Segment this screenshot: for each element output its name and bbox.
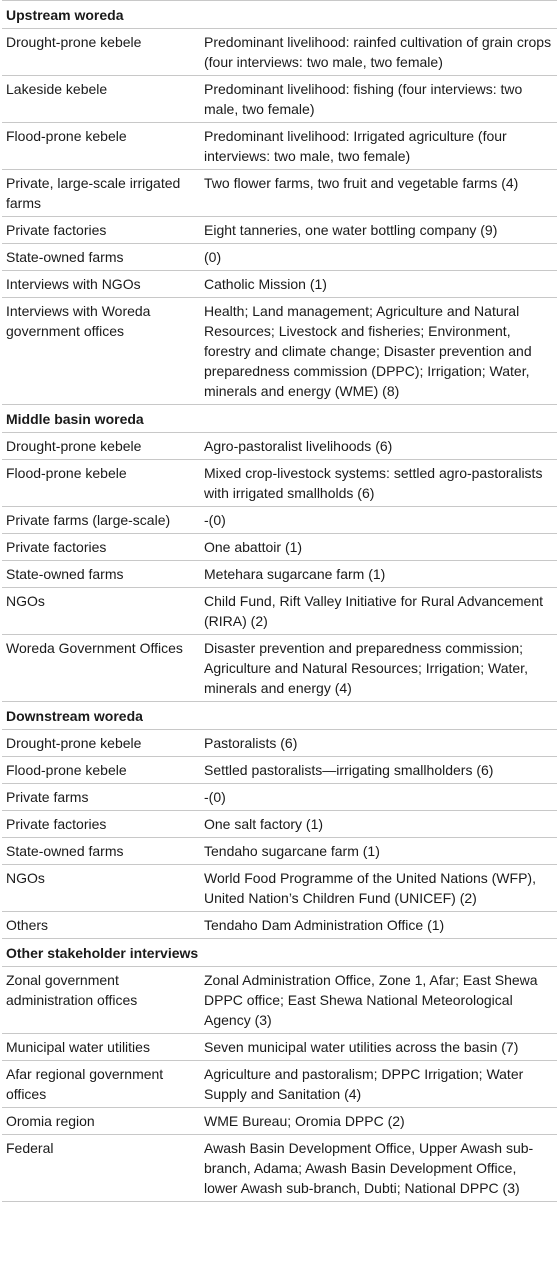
row-value: Metehara sugarcane farm (1) xyxy=(200,561,557,588)
table-row xyxy=(2,838,557,865)
table-row xyxy=(2,588,557,635)
row-value: (0) xyxy=(200,244,557,271)
row-value: Child Fund, Rift Valley Initiative for Rural Advancement (RIRA) (2) xyxy=(200,588,557,635)
table-row xyxy=(2,433,557,460)
row-value: Disaster prevention and preparedness commission; Agriculture and Natural Resources; Irrigation; Water, minerals and energy (4) xyxy=(200,635,557,702)
table-row xyxy=(2,1034,557,1061)
row-label: Flood-prone kebele xyxy=(2,460,200,507)
table-row xyxy=(2,217,557,244)
section-title: Downstream woreda xyxy=(2,702,557,730)
interview-table xyxy=(2,0,557,1202)
table-row xyxy=(2,635,557,702)
row-label: Others xyxy=(2,912,200,939)
table-row xyxy=(2,811,557,838)
row-value: Tendaho sugarcane farm (1) xyxy=(200,838,557,865)
row-label: Municipal water utilities xyxy=(2,1034,200,1061)
row-label: Interviews with NGOs xyxy=(2,271,200,298)
section-title: Upstream woreda xyxy=(2,1,557,29)
row-value: Tendaho Dam Administration Office (1) xyxy=(200,912,557,939)
row-value: Predominant livelihood: Irrigated agriculture (four interviews: two male, two female) xyxy=(200,123,557,170)
table-row xyxy=(2,244,557,271)
row-label: Oromia region xyxy=(2,1108,200,1135)
row-value: Eight tanneries, one water bottling company (9) xyxy=(200,217,557,244)
row-label: Interviews with Woreda government offices xyxy=(2,298,200,405)
table-row xyxy=(2,1061,557,1108)
row-value: Predominant livelihood: fishing (four interviews: two male, two female) xyxy=(200,76,557,123)
table-row xyxy=(2,757,557,784)
row-value: Predominant livelihood: rainfed cultivation of grain crops (four interviews: two male, two female) xyxy=(200,29,557,76)
row-label: Flood-prone kebele xyxy=(2,123,200,170)
row-value: Seven municipal water utilities across the basin (7) xyxy=(200,1034,557,1061)
table-row xyxy=(2,123,557,170)
row-label: State-owned farms xyxy=(2,244,200,271)
section-title: Other stakeholder interviews xyxy=(2,939,557,967)
row-label: Private factories xyxy=(2,217,200,244)
table-row xyxy=(2,730,557,757)
table-row xyxy=(2,76,557,123)
table-row xyxy=(2,1135,557,1202)
row-label: NGOs xyxy=(2,588,200,635)
row-label: Private factories xyxy=(2,811,200,838)
row-value: Agriculture and pastoralism; DPPC Irrigation; Water Supply and Sanitation (4) xyxy=(200,1061,557,1108)
row-value: Settled pastoralists—irrigating smallholders (6) xyxy=(200,757,557,784)
row-label: Private farms (large-scale) xyxy=(2,507,200,534)
row-value: Zonal Administration Office, Zone 1, Afar; East Shewa DPPC office; East Shewa National Meteorological Agency (3) xyxy=(200,967,557,1034)
row-value: Two flower farms, two fruit and vegetable farms (4) xyxy=(200,170,557,217)
row-label: Drought-prone kebele xyxy=(2,29,200,76)
table-row xyxy=(2,29,557,76)
row-value: Pastoralists (6) xyxy=(200,730,557,757)
row-value: -(0) xyxy=(200,784,557,811)
row-value: Agro-pastoralist livelihoods (6) xyxy=(200,433,557,460)
row-label: NGOs xyxy=(2,865,200,912)
table-row xyxy=(2,865,557,912)
row-label: Drought-prone kebele xyxy=(2,730,200,757)
table-row xyxy=(2,1108,557,1135)
row-value: Health; Land management; Agriculture and Natural Resources; Livestock and fisheries; Environment, forestry and climate change; Disaster prevention and preparedness commission (DPPC); Irrigation; Water, minerals and energy (WME) (8) xyxy=(200,298,557,405)
row-label: Private, large-scale irrigated farms xyxy=(2,170,200,217)
row-label: Afar regional government offices xyxy=(2,1061,200,1108)
row-value: World Food Programme of the United Nations (WFP), United Nation’s Children Fund (UNICEF) (2) xyxy=(200,865,557,912)
section-header-row xyxy=(2,939,557,967)
row-value: One salt factory (1) xyxy=(200,811,557,838)
table-row xyxy=(2,784,557,811)
row-value: Awash Basin Development Office, Upper Awash sub-branch, Adama; Awash Basin Development Office, lower Awash sub-branch, Dubti; National DPPC (3) xyxy=(200,1135,557,1202)
row-label: Flood-prone kebele xyxy=(2,757,200,784)
table-row xyxy=(2,561,557,588)
section-header-row xyxy=(2,702,557,730)
row-value: Mixed crop-livestock systems: settled agro-pastoralists with irrigated smallholds (6) xyxy=(200,460,557,507)
table-row xyxy=(2,912,557,939)
row-value: One abattoir (1) xyxy=(200,534,557,561)
table-body xyxy=(2,1,557,1202)
row-label: Woreda Government Offices xyxy=(2,635,200,702)
table-row xyxy=(2,460,557,507)
row-label: Drought-prone kebele xyxy=(2,433,200,460)
row-value: WME Bureau; Oromia DPPC (2) xyxy=(200,1108,557,1135)
row-label: Private factories xyxy=(2,534,200,561)
row-label: Zonal government administration offices xyxy=(2,967,200,1034)
row-label: Federal xyxy=(2,1135,200,1202)
row-label: State-owned farms xyxy=(2,838,200,865)
table-row xyxy=(2,967,557,1034)
interview-table-container xyxy=(2,0,557,1202)
row-label: Lakeside kebele xyxy=(2,76,200,123)
row-value: Catholic Mission (1) xyxy=(200,271,557,298)
section-header-row xyxy=(2,1,557,29)
table-row xyxy=(2,507,557,534)
row-label: Private farms xyxy=(2,784,200,811)
section-title: Middle basin woreda xyxy=(2,405,557,433)
row-label: State-owned farms xyxy=(2,561,200,588)
section-header-row xyxy=(2,405,557,433)
row-value: -(0) xyxy=(200,507,557,534)
table-row xyxy=(2,170,557,217)
table-row xyxy=(2,271,557,298)
table-row xyxy=(2,298,557,405)
table-row xyxy=(2,534,557,561)
